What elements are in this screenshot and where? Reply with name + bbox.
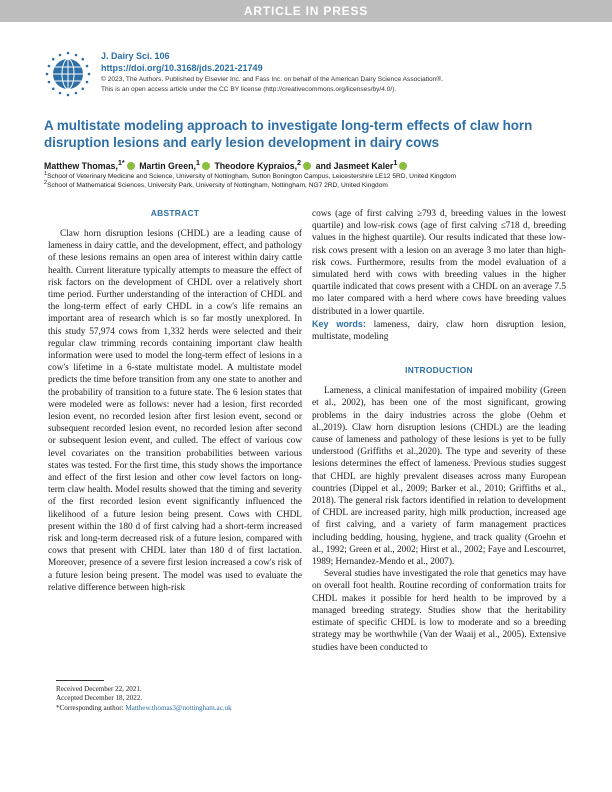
- author-name: Matthew Thomas,: [44, 160, 118, 171]
- affiliation-sup: 1: [44, 171, 48, 177]
- orcid-icon[interactable]: [202, 162, 210, 170]
- affiliation-sup: 2: [44, 180, 48, 186]
- author-sup: 1*: [117, 158, 125, 167]
- orcid-icon[interactable]: [399, 162, 407, 170]
- license-line: This is an open access article under the CC BY license (http://creativecommons.org/licenses/by/4.0/).: [101, 85, 397, 93]
- received-date: Received December 22, 2021.: [56, 685, 142, 693]
- author-sup: 1: [393, 158, 398, 167]
- author-name: Martin Green,: [139, 160, 196, 171]
- affiliation-text: School of Veterinary Medicine and Science, University of Nottingham, Sutton Bonington Campus, Leicestershire LE12 5RD, United Kingdom: [47, 173, 457, 181]
- copyright-notice: [101, 75, 584, 94]
- copyright-line: © 2023, The Authors. Published by Elsevier Inc. and Fass Inc. on behalf of the American Dairy Science Association®.: [101, 76, 444, 83]
- right-column: [312, 208, 566, 654]
- orcid-icon[interactable]: [303, 162, 311, 170]
- corresponding-author: [56, 704, 306, 713]
- abstract-text-right: cows (age of first calving ≥793 d, breeding values in the lowest quartile) and low-risk cows (age of first calving ≤718 d, breeding values in the highest quartile). Our results indicated that these low-risk cows present with a lesion on an average 3 mo later than high-risk cows. Furthermore, results from the model evaluation of a simulated herd with cows with breeding values in the higher quartile indicated that cows present with a CHDL on an average 7.5 mo later compared with a herd where cows have breeding values distributed in a lower quartile.: [312, 209, 566, 317]
- author-name: and Jasmeet Kaler: [315, 160, 394, 171]
- affiliation-text: School of Mathematical Sciences, University Park, University of Nottingham, Nottingham, NG7 2RD, United Kingdom: [47, 182, 388, 190]
- doi-link[interactable]: https://doi.org/10.3168/jds.2021-21749: [101, 63, 263, 73]
- corresponding-label: *Corresponding author:: [56, 703, 124, 712]
- banner-text: ARTICLE IN PRESS: [243, 4, 369, 18]
- journal-info: [101, 50, 584, 94]
- orcid-icon[interactable]: [127, 162, 135, 170]
- author-sup: 2: [297, 158, 302, 167]
- abstract-text-left: Claw horn disruption lesions (CHDL) are a leading cause of lameness in dairy cattle, and the development, effect, and pathology of these lesions remains an open area of interest within dairy cattle health. Current literature typically attempts to measure the effect of risk factors on the development of CHDL over a relatively short time period. Further understanding of the interaction of CHDL and the long-term effect of early CHDL in a cow's life remains an important area of research which is so far mostly unexplored. In this study 57,974 cows from 1,332 herds were selected and their regular claw trimming records containing important claw health information were used to model the long-term effect of lesions in a cow's lifetime in a 6-state multistate model. A multistate model predicts the time before transition from any one state to another and the probability of transition to a future state. The 6 lesion states that were modeled were as follows: never had a lesion, first recorded lesion event, no recorded lesion after first lesion event, second or subsequent recorded lesion event, no recorded lesion after second or subsequent lesion event, and culled. The effect of various cow level covariates on the transition probabilities between various states was tested. For the first time, this study shows the importance and effect of the first lesion and other cow level factors on long-term claw health. Model results showed that the timing and severity of the first recorded lesion event significantly influenced the likelihood of a future lesion being present. Cows with CHDL present within the 180 d of first calving had a short-term increased risk and long-term decreased risk of a future lesion, compared with cows that present with CHDL later than 180 d of first lactation. Moreover, presence of a severe first lesion increased a cow's risk of a future lesion being present. The model was used to evaluate the relative difference between high-risk: [48, 229, 302, 593]
- journal-header: [44, 50, 584, 106]
- accepted-date: Accepted December 18, 2022.: [56, 694, 143, 703]
- keywords-label: Key words:: [312, 318, 366, 329]
- article-in-press-banner: [0, 0, 612, 22]
- footnote-divider: [56, 680, 104, 681]
- article-title: A multistate modeling approach to investigate long-term effects of claw horn disruption lesions and early lesion development in dairy cows: [44, 118, 533, 150]
- journal-citation: J. Dairy Sci. 106: [101, 51, 170, 61]
- journal-globe-icon: [44, 50, 92, 98]
- keywords-text: lameness, dairy, claw horn disruption lesion, multistate, modeling: [312, 319, 566, 343]
- affiliation-2: [44, 179, 584, 190]
- author-sup: 1: [195, 158, 200, 167]
- author-name: Theodore Kypraios,: [214, 160, 298, 171]
- left-column: [48, 208, 302, 594]
- introduction-paragraph-1: Lameness, a clinical manifestation of impaired mobility (Green et al., 2002), has been one of the most significant, growing problems in the dairy industries across the globe (Oehm et al.,2019). Claw horn disruption lesions (CHDL) are the leading cause of lameness and pathology of these lesions is yet to be fully understood (Griffiths et al.,2020). The type and severity of these lesions determines the effect of lameness. Previous studies suggest that CHDL are highly prevalent diseases across many European countries (Dippel et al., 2009; Barker et al., 2010; Griffiths et al., 2018). The general risk factors identified in relation to development of CHDL are increased parity, high milk production, increased age of first calving, and a variety of farm management practices including bedding, housing, hygiene, and track quality (Groehn et al., 1992; Green et al., 2002; Hirst et al., 2002; Faye and Lescourret, 1989; Hernandez-Mendo et al., 2007).: [312, 386, 566, 568]
- footnotes: [56, 685, 306, 713]
- keywords: [312, 318, 566, 343]
- introduction-heading: INTRODUCTION: [405, 365, 473, 376]
- introduction-paragraph-2: Several studies have investigated the role that genetics may have on overall foot health. Routine recording of conformation traits for CHDL makes it possible for herd health to be improved by a managed breeding strategy. Studies show that the heritability estimate of specific CHDL is low to moderate and so a breeding strategy may be worthwhile (Van der Waaij et al., 2005). Extensive studies have been conducted to: [312, 569, 566, 653]
- corresponding-email-link[interactable]: Matthew.thomas3@nottingham.ac.uk: [125, 703, 232, 712]
- abstract-heading: ABSTRACT: [150, 208, 200, 218]
